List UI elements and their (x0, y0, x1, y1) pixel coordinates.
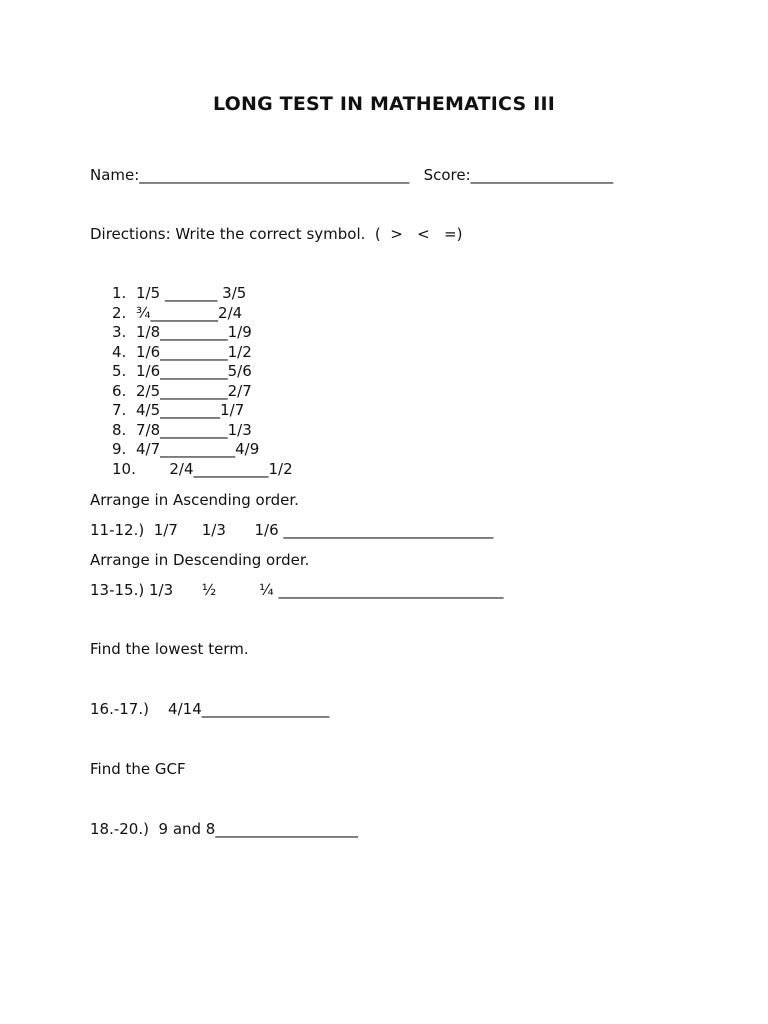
item-number: 4. (112, 342, 127, 361)
list-item (112, 421, 293, 441)
list-item (112, 460, 293, 480)
list-item (112, 304, 293, 324)
question-list (112, 284, 293, 479)
item-text: 1/5 _______ 3/5 (136, 284, 247, 302)
lowest-term-heading: Find the lowest term. (90, 640, 249, 658)
item-number: 2. (112, 303, 127, 322)
item-text: 7/8_________1/3 (136, 420, 252, 439)
item-text: 4/7__________4/9 (136, 440, 260, 458)
item-number: 1. (112, 284, 127, 302)
item-number: 3. (112, 323, 127, 341)
list-item (112, 382, 293, 402)
name-score-line: Name:____________________________________ Score:___________________ (90, 166, 614, 184)
directions-text: Directions: Write the correct symbol. ( > < =) (90, 225, 463, 243)
list-item (112, 440, 293, 460)
gcf-heading: Find the GCF (90, 760, 186, 778)
page-title: LONG TEST IN MATHEMATICS III (212, 93, 556, 115)
list-item (112, 401, 293, 421)
item-text: 2/5_________2/7 (136, 381, 252, 400)
list-item (112, 343, 293, 363)
item-text: 1/6_________5/6 (136, 362, 252, 380)
item-text: ¾_________2/4 (136, 303, 243, 322)
ascending-heading: Arrange in Ascending order. (90, 491, 299, 509)
item-number: 7. (112, 401, 127, 419)
descending-heading: Arrange in Descending order. (90, 551, 310, 569)
item-number: 8. (112, 420, 127, 439)
item-number: 5. (112, 362, 127, 380)
item-text: 4/5________1/7 (136, 401, 245, 419)
question-18-20: 18.-20.) 9 and 8___________________ (90, 820, 358, 838)
item-number: 9. (112, 440, 127, 458)
list-item (112, 362, 293, 382)
item-text: 1/8_________1/9 (136, 323, 252, 341)
question-16-17: 16.-17.) 4/14_________________ (90, 700, 330, 718)
list-item (112, 323, 293, 343)
item-text: 1/6_________1/2 (136, 342, 252, 361)
item-text: 2/4__________1/2 (136, 459, 293, 478)
list-item (112, 284, 293, 304)
question-11-12: 11-12.) 1/7 1/3 1/6 ____________________________ (90, 521, 494, 539)
question-13-15: 13-15.) 1/3 ½ ¼ ______________________________ (90, 581, 504, 599)
item-number: 6. (112, 381, 127, 400)
item-number: 10. (112, 459, 136, 478)
